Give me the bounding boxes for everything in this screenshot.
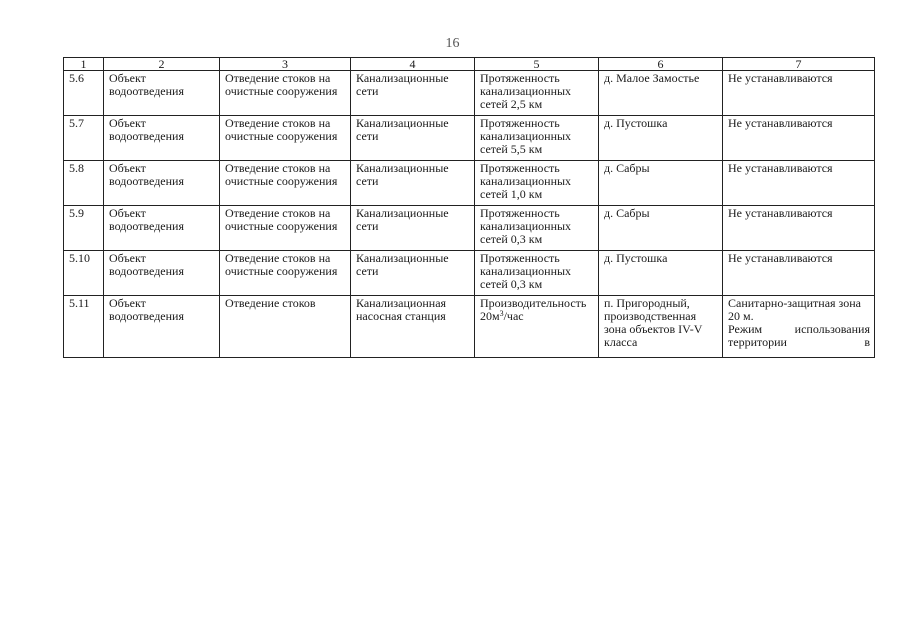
object-cell: Объект водоотведения	[104, 251, 220, 296]
table-row	[64, 296, 875, 358]
table-row	[64, 71, 875, 116]
zone-cell	[723, 296, 875, 358]
capacity-cell: Протяженность канализационных сетей 5,5 км	[475, 116, 599, 161]
location-cell: д. Сабры	[599, 206, 723, 251]
zone-cell: Не устанавливаются	[723, 71, 875, 116]
object-cell: Объект водоотведения	[104, 71, 220, 116]
location-cell: п. Пригородный, производственная зона объектов IV-V класса	[599, 296, 723, 358]
purpose-cell: Отведение стоков на очистные сооружения	[220, 206, 351, 251]
object-cell: Объект водоотведения	[104, 161, 220, 206]
location-cell: д. Пустошка	[599, 251, 723, 296]
row-number: 5.9	[64, 206, 104, 251]
purpose-cell: Отведение стоков на очистные сооружения	[220, 116, 351, 161]
zone-cell: Не устанавливаются	[723, 206, 875, 251]
capacity-unit: /час	[503, 309, 524, 323]
purpose-cell: Отведение стоков	[220, 296, 351, 358]
capacity-cell: Протяженность канализационных сетей 2,5 км	[475, 71, 599, 116]
column-header: 3	[220, 58, 351, 71]
capacity-text: Производительность 20м	[480, 296, 587, 323]
object-cell: Объект водоотведения	[104, 116, 220, 161]
page-number: 16	[445, 36, 460, 51]
zone-cell: Не устанавливаются	[723, 116, 875, 161]
type-cell: Канализационные сети	[351, 251, 475, 296]
object-cell: Объект водоотведения	[104, 296, 220, 358]
capacity-cell	[475, 296, 599, 358]
zone-text-line2: Режим использования территории в	[728, 322, 870, 349]
location-cell: д. Сабры	[599, 161, 723, 206]
purpose-cell: Отведение стоков на очистные сооружения	[220, 161, 351, 206]
row-number: 5.11	[64, 296, 104, 358]
purpose-cell: Отведение стоков на очистные сооружения	[220, 251, 351, 296]
row-number: 5.6	[64, 71, 104, 116]
column-header: 4	[351, 58, 475, 71]
table-row	[64, 161, 875, 206]
object-cell: Объект водоотведения	[104, 206, 220, 251]
table-row	[64, 116, 875, 161]
type-cell: Канализационные сети	[351, 71, 475, 116]
column-header: 1	[64, 58, 104, 71]
table-row	[64, 251, 875, 296]
type-cell: Канализационные сети	[351, 116, 475, 161]
table-header-row	[64, 58, 875, 71]
location-cell: д. Малое Замостье	[599, 71, 723, 116]
capacity-cell: Протяженность канализационных сетей 1,0 км	[475, 161, 599, 206]
purpose-cell: Отведение стоков на очистные сооружения	[220, 71, 351, 116]
location-cell: д. Пустошка	[599, 116, 723, 161]
column-header: 5	[475, 58, 599, 71]
table-row	[64, 206, 875, 251]
row-number: 5.7	[64, 116, 104, 161]
column-header: 6	[599, 58, 723, 71]
zone-cell: Не устанавливаются	[723, 251, 875, 296]
zone-text-line1: Санитарно-защитная зона 20 м.	[728, 296, 861, 323]
type-cell: Канализационные сети	[351, 161, 475, 206]
capacity-superscript: 3	[499, 309, 504, 318]
zone-cell: Не устанавливаются	[723, 161, 875, 206]
type-cell: Канализационные сети	[351, 206, 475, 251]
column-header: 7	[723, 58, 875, 71]
row-number: 5.10	[64, 251, 104, 296]
type-cell: Канализационная насосная станция	[351, 296, 475, 358]
row-number: 5.8	[64, 161, 104, 206]
capacity-cell: Протяженность канализационных сетей 0,3 км	[475, 206, 599, 251]
objects-table	[63, 57, 875, 358]
capacity-cell: Протяженность канализационных сетей 0,3 км	[475, 251, 599, 296]
column-header: 2	[104, 58, 220, 71]
